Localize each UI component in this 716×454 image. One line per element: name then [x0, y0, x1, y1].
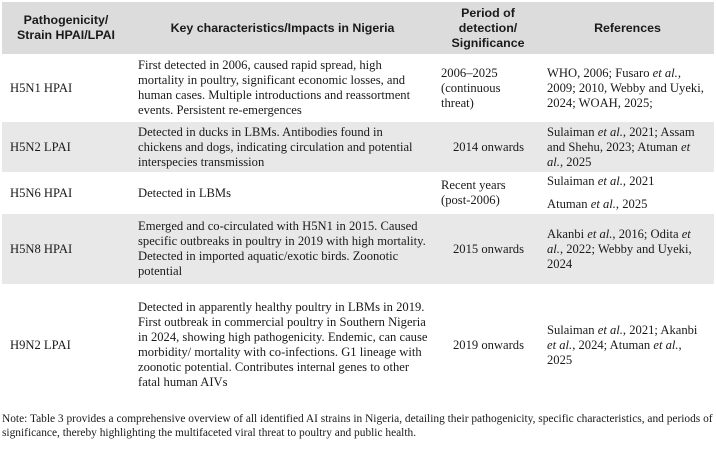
ref-text: Sulaiman: [547, 174, 598, 188]
period-cell: 2006–2025 (continuous threat): [441, 65, 501, 110]
characteristics-cell: Detected in ducks in LBMs. Antibodies found in chickens and dogs, indicating circulation and potential interspecies transmission: [138, 124, 413, 169]
characteristics-cell: Emerged and co-circulated with H5N1 in 2015. Caused specific outbreaks in poultry in 2019 with high mortality. Detected in imported aquatic/exotic birds. Zoonotic potential: [138, 219, 426, 278]
ref-text: , 2025: [615, 197, 648, 211]
ref-etal: et al.: [547, 337, 573, 352]
table-row: [2, 54, 714, 122]
header-characteristics: Key characteristics/Impacts in Nigeria: [170, 20, 395, 35]
ref-etal: et al.: [547, 226, 691, 256]
strain-cell: H5N2 LPAI: [10, 139, 71, 154]
period-cell: 2014 onwards: [452, 139, 524, 154]
header-period-line1: Period of: [461, 5, 515, 20]
header-period-line2: detection/: [458, 20, 518, 35]
strain-cell: H5N1 HPAI: [10, 80, 73, 95]
ref-text: , 2021: [622, 174, 655, 188]
ref-etal: et al.: [597, 124, 623, 139]
table-row: [2, 122, 714, 172]
period-cell: 2019 onwards: [452, 337, 524, 352]
ref-etal: et al.: [587, 226, 613, 241]
table-row: [2, 172, 714, 214]
characteristics-cell: First detected in 2006, caused rapid spread, high mortality in poultry, significant economic losses, and human cases. Multiple introductions and reassortment events. Persistent re-emergences: [138, 58, 411, 117]
ref-text: WHO, 2006; Fusaro: [547, 65, 653, 80]
references-cell: [541, 172, 714, 214]
header-period-line3: Significance: [451, 35, 525, 50]
ref-text: , 2025: [559, 154, 592, 169]
ref-text: Sulaiman: [547, 322, 598, 337]
strain-cell: H9N2 LPAI: [10, 337, 71, 352]
header-strain-line1: Pathogenicity/: [23, 13, 109, 27]
ref-etal: et al.: [653, 337, 679, 352]
ref-text: , 2024; Atuman: [572, 337, 654, 352]
ref-etal: et al.: [597, 174, 623, 188]
period-cell: Recent years (post-2006): [441, 178, 506, 207]
ai-strains-table: [2, 2, 714, 406]
table-row: [2, 284, 714, 406]
ref-text: , 2021; Akanbi: [622, 322, 698, 337]
ref-text: Atuman: [547, 197, 591, 211]
table-container: [2, 2, 714, 440]
ref-line: [547, 197, 709, 212]
ref-text: , 2022; Webby and Uyeki, 2024: [547, 241, 692, 271]
characteristics-cell: Detected in LBMs: [138, 185, 232, 200]
table-header-row: [2, 2, 714, 54]
ref-text: , 2009; 2010, Webby and Uyeki, 2024; WOAH, 2025;: [547, 65, 704, 110]
header-strain: [2, 2, 130, 54]
strain-cell: H5N8 HPAI: [10, 241, 73, 256]
period-cell: 2015 onwards: [452, 241, 524, 256]
characteristics-cell: Detected in apparently healthy poultry in LBMs in 2019. First outbreak in commercial poultry in Southern Nigeria in 2024, showing high pathogenicity. Endemic, can cause morbidity/ mortality with co-infections. G1 lineage with zoonotic potential. Contributes internal genes to other fatal human AIVs: [138, 300, 428, 389]
ref-etal: et al.: [597, 322, 623, 337]
references-cell: [541, 214, 714, 284]
references-cell: [541, 54, 714, 122]
ref-line: [547, 174, 709, 189]
strain-cell: H5N6 HPAI: [10, 185, 73, 200]
table-row: [2, 214, 714, 284]
ref-text: , 2016; Odita: [612, 226, 682, 241]
references-cell: [541, 122, 714, 172]
table-note: Note: Table 3 provides a comprehensive overview of all identified AI strains in Nigeria, detailing their pathogenicity, specific characteristics, and periods of significance, thereby highlighting the multifaceted viral threat to poultry and public health.: [2, 413, 713, 439]
ref-etal: et al.: [547, 139, 691, 169]
ref-text: Sulaiman: [547, 124, 598, 139]
ref-text: , 2025: [547, 337, 682, 367]
header-period: [435, 2, 541, 54]
ref-etal: et al.: [590, 197, 616, 211]
references-cell: [541, 284, 714, 406]
ref-text: Akanbi: [547, 226, 588, 241]
ref-etal: et al.: [652, 65, 678, 80]
ref-text: , 2021; Assam and Shehu, 2023; Atuman: [547, 124, 695, 154]
header-strain-line2: Strain HPAI/LPAI: [17, 28, 115, 42]
header-references: References: [594, 20, 661, 35]
